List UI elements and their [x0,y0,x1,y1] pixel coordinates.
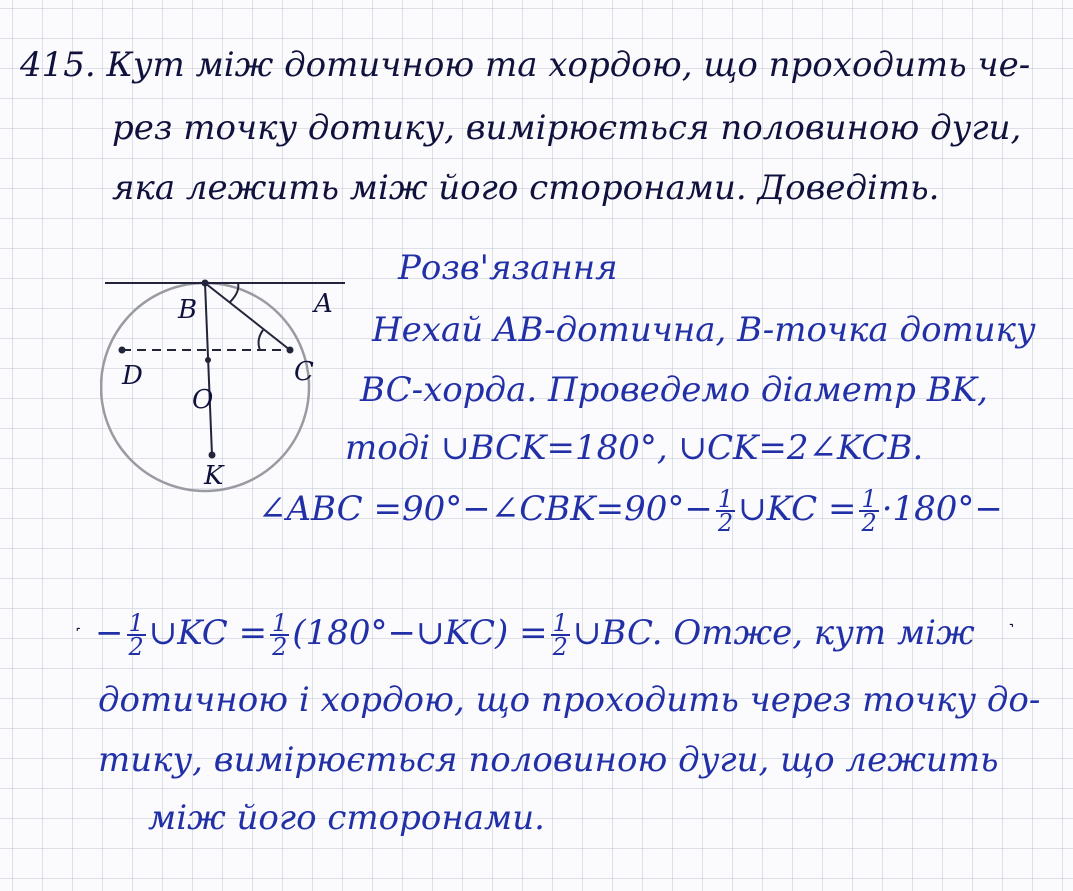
eq2-part-b: ∪KC = [148,613,268,653]
problem-number: 415. [20,45,96,85]
label-k: K [204,461,224,491]
eq1-part-c: ·180°− [881,489,1003,529]
point-o [205,357,211,363]
solution-line-2: BC-хорда. Проведемо діаметр BK, [360,370,988,410]
fraction-half: $\frac{1}{2}$ [128,609,144,661]
problem-line-2: рез точку дотику, вимірюється половиною дуги, [112,108,1022,148]
eq1-part-a: ∠ABC =90°−∠CBK=90°− [258,489,713,529]
label-c: C [294,357,314,387]
fraction-half: $\frac{1}{2}$ [861,485,877,537]
diameter-bk [205,283,212,455]
label-d: D [122,361,143,391]
point-b [202,280,209,287]
problem-line-1 [20,45,1030,85]
solution-heading: Розв'язання [398,248,618,288]
solution-line-5 [95,609,975,661]
label-b: B [178,295,198,325]
solution-line-1: Нехай AB-дотична, B-точка дотику [372,310,1036,350]
problem-text: Кут між дотичною та хордою, що проходить че- [106,45,1031,85]
solution-line-7: тику, вимірюється половиною дуги, що лежить [98,740,999,780]
margin-tick-left: ˹ [75,622,82,646]
angle-arc-dcb [259,330,263,350]
label-o: O [192,385,214,415]
solution-line-8: між його сторонами. [148,798,545,838]
fraction-half: $\frac{1}{2}$ [717,485,734,537]
solution-line-6: дотичною і хордою, що проходить через точку до- [98,680,1041,720]
eq2-part-d: ∪BC. Отже, кут між [572,613,975,653]
eq1-part-b: ∪KC = [738,489,857,529]
point-k [209,452,216,459]
point-c [287,347,294,354]
fraction-half: $\frac{1}{2}$ [552,609,568,661]
solution-line-4 [258,485,1003,537]
label-a: A [314,289,333,319]
point-d [119,347,126,354]
fraction-half: $\frac{1}{2}$ [272,609,288,661]
margin-tick-right: ˺ [1008,618,1015,642]
eq2-part-a: − [95,613,124,653]
eq2-part-c: (180°−∪KC) = [292,613,548,653]
problem-line-3: яка лежить між його сторонами. Доведіть. [112,168,940,208]
solution-line-3: тоді ∪BCK=180°, ∪CK=2∠KCB. [345,428,924,468]
